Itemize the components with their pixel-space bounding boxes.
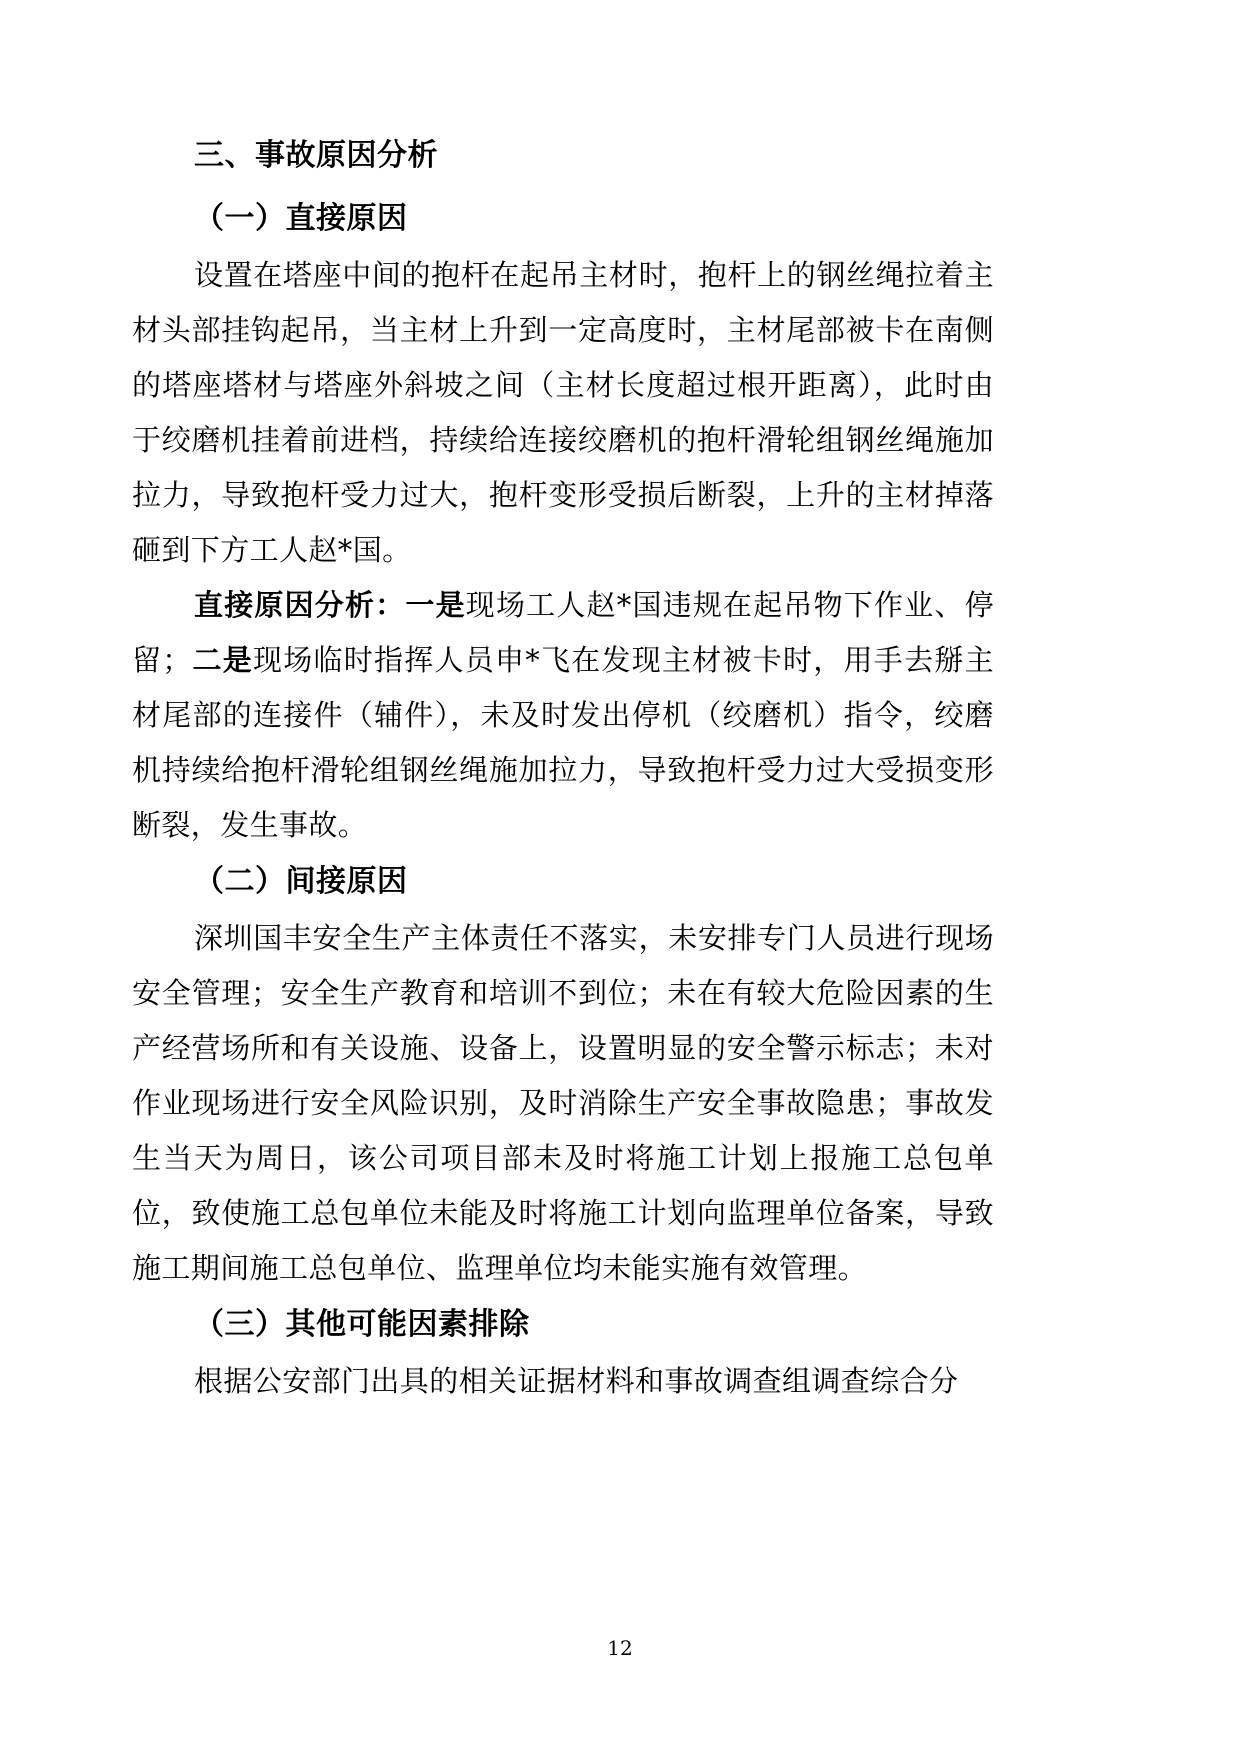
text-run: 深圳国丰安全生产主体责任不落实，未安排专门人员进行现场安全管理；安全生产教育和培训不到位；未在有较大危险因素的生产经营场所和有关设施、设备上，设置明显的安全警示标志；未对作业现场进行安全风险识别，及时消除生产安全事故隐患；事故发生当天为周日，该公司项目部未及时将施工计划上报施工总包单位，致使施工总包单位未能及时将施工计划向监理单位备案，导致施工期间施工总包单位、监理单位均未能实施有效管理。 xyxy=(132,921,994,1285)
subsection-heading-other-factors-exclusion: （三）其他可能因素排除 xyxy=(194,1307,530,1342)
text-run: 设置在塔座中间的抱杆在起吊主材时，抱杆上的钢丝绳拉着主材头部挂钩起吊，当主材上升到一定高度时，主材尾部被卡在南侧的塔座塔材与塔座外斜坡之间（主材长度超过根开距离），此时由于绞磨机挂着前进档，持续给连接绞磨机的抱杆滑轮组钢丝绳施加拉力，导致抱杆受力过大，抱杆变形受损后断裂，上升的主材掉落砸到下方工人赵*国。 xyxy=(132,258,994,567)
subsection-heading-direct-cause: （一）直接原因 xyxy=(194,201,408,236)
paragraph-direct-cause-analysis xyxy=(132,578,994,853)
paragraph-indirect-cause-description xyxy=(132,911,994,1296)
section-heading-accident-cause-analysis: 三、事故原因分析 xyxy=(194,138,438,173)
page-number: 12 xyxy=(607,1636,633,1660)
text-run: 现场临时指挥人员申*飞在发现主材被卡时，用手去掰主材尾部的连接件（辅件），未及时发出停机（绞磨机）指令，绞磨机持续给抱杆滑轮组钢丝绳施加拉力，导致抱杆受力过大受损变形断裂，发生事故。 xyxy=(132,643,994,842)
text-run: 现场工人赵*国违规在起吊物下作业、停留； xyxy=(132,588,994,677)
page-content xyxy=(132,128,994,1409)
text-run-bold: 直接原因分析：一是 xyxy=(194,588,466,622)
subsection-heading-indirect-cause: （二）间接原因 xyxy=(194,864,408,899)
text-run: 根据公安部门出具的相关证据材料和事故调查组调查综合分 xyxy=(194,1364,959,1398)
text-run-bold: 二是 xyxy=(191,643,254,677)
paragraph-direct-cause-description xyxy=(132,248,994,578)
paragraph-other-factors-description xyxy=(132,1354,994,1409)
